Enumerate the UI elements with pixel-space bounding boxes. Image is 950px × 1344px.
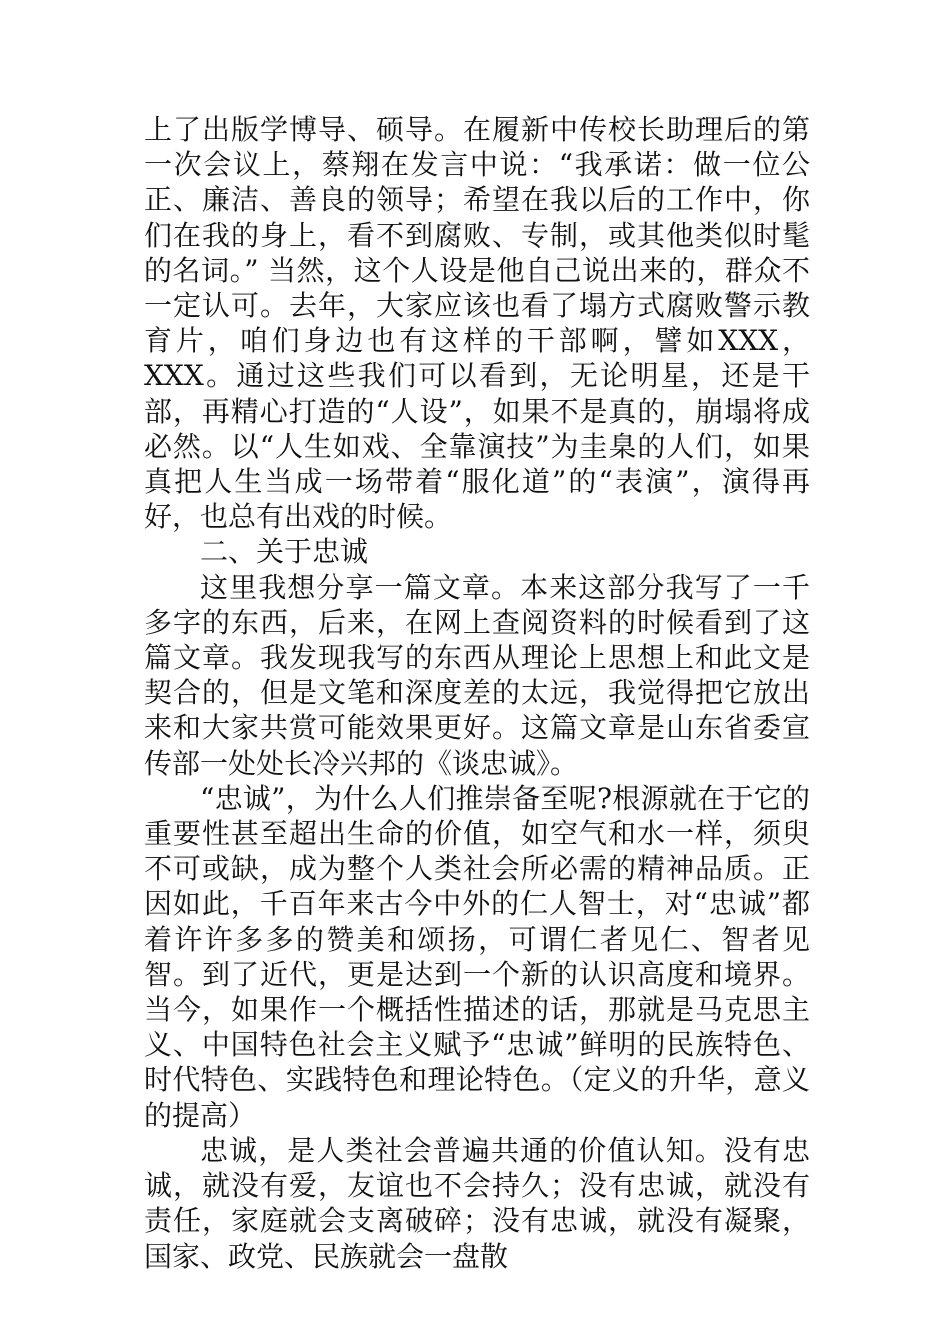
section-heading: 二、关于忠诚 (200, 535, 369, 569)
paragraph-intro: 这里我想分享一篇文章。本来这部分我写了一千多字的东西，后来，在网上查阅资料的时候看到了这篇文章。我发现我写的东西从理论上思想上和此文是契合的，但是文笔和深度差的太远，我觉得把它放出来和大家共赏可能效果更好。这篇文章是山东省委宣传部一处处长冷兴邦的《谈忠诚》。 (144, 570, 810, 780)
document-body (144, 112, 810, 1274)
paragraph-continuation: 上了出版学博导、硕导。在履新中传校长助理后的第一次会议上，蔡翔在发言中说：“我承诺：做一位公正、廉洁、善良的领导；希望在我以后的工作中，你们在我的身上，看不到腐败、专制，或其他类似时髦的名词。” 当然，这个人设是他自己说出来的，群众不一定认可。去年，大家应该也看了塌方式腐败警示教育片，咱们身边也有这样的干部啊，譬如XXX，XXX。通过这些我们可以看到，无论明星，还是干部，再精心打造的“人设”，如果不是真的，崩塌将成必然。以“人生如戏、全靠演技”为圭臬的人们，如果真把人生当成一场带着“服化道”的“表演”，演得再好，也总有出戏的时候。 (144, 113, 810, 534)
paragraph-loyalty-definition: “忠诚”，为什么人们推崇备至呢?根源就在于它的重要性甚至超出生命的价值，如空气和水一样，须臾不可或缺，成为整个人类社会所必需的精神品质。正因如此，千百年来古今中外的仁人智士，对“忠诚”都着许许多多的赞美和颂扬，可谓仁者见仁、智者见智。到了近代，更是达到一个新的认识高度和境界。当今，如果作一个概括性描述的话，那就是马克思主义、中国特色社会主义赋予“忠诚”鲜明的民族特色、时代特色、实践特色和理论特色。（定义的升华，意义的提高） (144, 781, 810, 1132)
paragraph-loyalty-value: 忠诚，是人类社会普遍共通的价值认知。没有忠诚，就没有爱，友谊也不会持久；没有忠诚，就没有责任，家庭就会支离破碎；没有忠诚，就没有凝聚，国家、政党、民族就会一盘散 (144, 1133, 810, 1273)
